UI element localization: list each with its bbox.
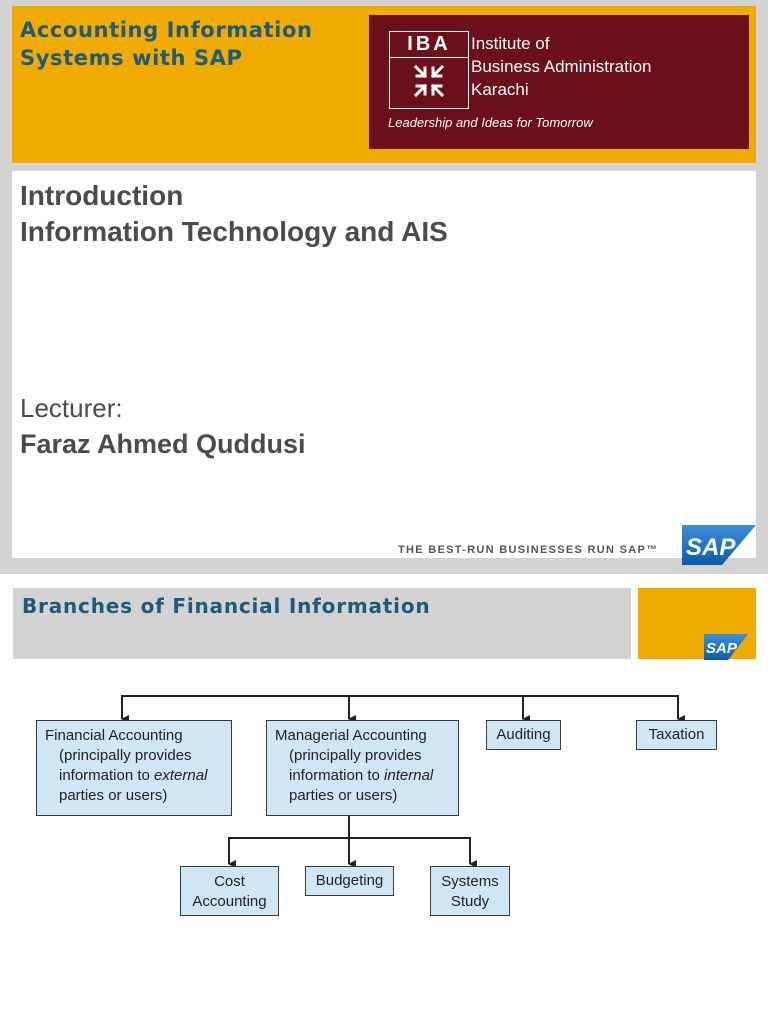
- financial-accounting-desc-3: parties or users): [59, 787, 168, 804]
- iba-logo-letters: IBA: [407, 33, 451, 55]
- topic-line-2: Information Technology and AIS: [20, 216, 448, 247]
- systems-study-label-2: Study: [450, 893, 490, 910]
- branches-slide-title: Branches of Financial Information: [22, 594, 431, 618]
- managerial-accounting-desc-3: parties or users): [289, 787, 398, 804]
- institute-name-line-2: Business Administration: [471, 57, 652, 76]
- institute-tagline: Leadership and Ideas for Tomorrow: [388, 115, 593, 130]
- financial-accounting-desc-2: information to external: [59, 767, 208, 784]
- course-title-line-2: Systems with SAP: [20, 46, 243, 70]
- node-auditing: [486, 720, 561, 750]
- node-taxation: [636, 720, 717, 750]
- sap-logo-text: SAP: [686, 534, 736, 561]
- cost-accounting-label-2: Accounting: [192, 893, 267, 910]
- managerial-accounting-emphasis: internal: [384, 767, 434, 784]
- managerial-accounting-label: Managerial Accounting: [275, 727, 427, 744]
- node-managerial-accounting: [266, 720, 459, 816]
- lecturer-name: Faraz Ahmed Quddusi: [20, 429, 306, 459]
- systems-study-label-1: Systems: [441, 873, 499, 890]
- node-financial-accounting: [36, 720, 232, 816]
- sap-logo-small-text: SAP: [706, 640, 737, 657]
- node-systems-study: [430, 866, 510, 916]
- course-title-line-1: Accounting Information: [20, 18, 313, 42]
- institute-name-line-1: Institute of: [471, 34, 550, 53]
- topic-line-1: Introduction: [20, 180, 184, 211]
- institute-name-line-3: Karachi: [471, 80, 529, 99]
- lecturer-label: Lecturer:: [20, 393, 123, 423]
- financial-accounting-label: Financial Accounting: [45, 727, 183, 744]
- sap-slogan: THE BEST-RUN BUSINESSES RUN SAP™: [398, 544, 659, 556]
- managerial-accounting-desc-2: information to internal: [289, 767, 434, 784]
- cost-accounting-label-1: Cost: [214, 873, 245, 890]
- managerial-accounting-desc-1: (principally provides: [289, 747, 422, 764]
- financial-accounting-desc-1: (principally provides: [59, 747, 192, 764]
- financial-accounting-emphasis: external: [154, 767, 208, 784]
- auditing-label: Auditing: [496, 726, 551, 743]
- budgeting-label: Budgeting: [315, 872, 384, 889]
- node-budgeting: [305, 866, 394, 896]
- node-cost-accounting: [180, 866, 279, 916]
- taxation-label: Taxation: [648, 726, 705, 743]
